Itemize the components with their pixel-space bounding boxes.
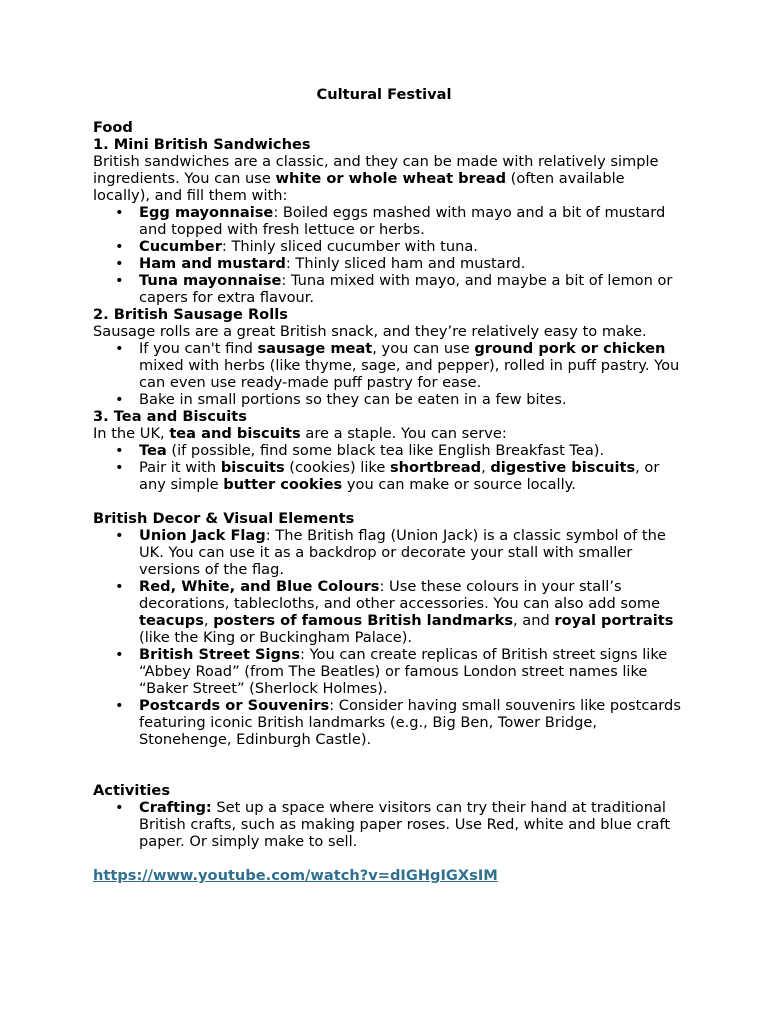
sandwich-list bbox=[93, 204, 683, 306]
list-item bbox=[93, 578, 683, 646]
bullet-icon: • bbox=[115, 238, 124, 255]
list-item bbox=[93, 204, 683, 238]
decor-list bbox=[93, 527, 683, 748]
intro-text: are a staple. You can serve: bbox=[300, 425, 507, 442]
list-item bbox=[93, 527, 683, 578]
item-bold: Egg mayonnaise bbox=[139, 204, 274, 221]
tea-list bbox=[93, 442, 683, 493]
item-bold: teacups bbox=[139, 612, 204, 629]
item-text: (like the King or Buckingham Palace). bbox=[139, 629, 413, 646]
bullet-icon: • bbox=[115, 204, 124, 221]
bullet-icon: • bbox=[115, 646, 124, 663]
page-title: Cultural Festival bbox=[316, 86, 452, 103]
bullet-icon: • bbox=[115, 340, 124, 357]
list-item bbox=[93, 238, 683, 255]
item-bold: Ham and mustard bbox=[139, 255, 286, 272]
item-bold: Tea bbox=[139, 442, 167, 459]
list-item bbox=[93, 272, 683, 306]
item-text: If you can't find bbox=[139, 340, 258, 357]
sandwiches-intro bbox=[93, 153, 683, 204]
item-bold: sausage meat bbox=[257, 340, 373, 357]
item-text: : Use these colours in your stall’s decorations, tablecloths, and other accessories. You can also add some bbox=[139, 578, 661, 612]
bullet-icon: • bbox=[115, 459, 124, 476]
list-item bbox=[93, 799, 683, 850]
spacer bbox=[93, 748, 683, 782]
decor-heading: British Decor & Visual Elements bbox=[93, 510, 355, 527]
bullet-icon: • bbox=[115, 255, 124, 272]
item-bold: Postcards or Souvenirs bbox=[139, 697, 330, 714]
tea-intro bbox=[93, 425, 683, 442]
item-text: Pair it with bbox=[139, 459, 221, 476]
youtube-link[interactable]: https://www.youtube.com/watch?v=dIGHgIGXsIM bbox=[93, 867, 498, 884]
item-bold: ground pork or chicken bbox=[474, 340, 666, 357]
item-text: , or any simple bbox=[139, 459, 660, 493]
list-item bbox=[93, 459, 683, 493]
food-heading: Food bbox=[93, 119, 133, 136]
item-bold: Crafting: bbox=[139, 799, 212, 816]
intro-bold: tea and biscuits bbox=[169, 425, 301, 442]
spacer bbox=[93, 493, 683, 510]
intro-text: In the UK, bbox=[93, 425, 170, 442]
item-bold: biscuits bbox=[220, 459, 285, 476]
item-bold: digestive biscuits bbox=[490, 459, 636, 476]
document-page bbox=[93, 86, 683, 884]
item-text: , you can use bbox=[372, 340, 475, 357]
list-item bbox=[93, 255, 683, 272]
list-item bbox=[93, 646, 683, 697]
sausage-list bbox=[93, 340, 683, 408]
bullet-icon: • bbox=[115, 527, 124, 544]
bullet-icon: • bbox=[115, 799, 124, 816]
item-bold: Cucumber bbox=[139, 238, 222, 255]
bullet-icon: • bbox=[115, 391, 124, 408]
list-item bbox=[93, 340, 683, 391]
bullet-icon: • bbox=[115, 578, 124, 595]
item-text: you can make or source locally. bbox=[342, 476, 576, 493]
activities-list bbox=[93, 799, 683, 850]
item-bold: Tuna mayonnaise bbox=[139, 272, 282, 289]
intro-text: British sandwiches are a classic, and they can be made with relatively simple ingredients. You can use bbox=[93, 153, 659, 187]
sausage-heading: 2. British Sausage Rolls bbox=[93, 306, 288, 323]
bullet-icon: • bbox=[115, 697, 124, 714]
item-text: Bake in small portions so they can be eaten in a few bites. bbox=[139, 391, 567, 408]
list-item bbox=[93, 391, 683, 408]
list-item bbox=[93, 697, 683, 748]
bullet-icon: • bbox=[115, 272, 124, 289]
item-bold: Union Jack Flag bbox=[139, 527, 266, 544]
item-bold: posters of famous British landmarks bbox=[213, 612, 514, 629]
item-text: : Tuna mixed with mayo, and maybe a bit of lemon or capers for extra flavour. bbox=[139, 272, 673, 306]
item-text: , bbox=[203, 612, 214, 629]
intro-text: (often available locally), and fill them with: bbox=[93, 170, 625, 204]
item-text: , and bbox=[513, 612, 555, 629]
spacer bbox=[93, 850, 683, 867]
tea-heading: 3. Tea and Biscuits bbox=[93, 408, 247, 425]
youtube-link-line bbox=[93, 867, 683, 884]
item-text: : Thinly sliced cucumber with tuna. bbox=[221, 238, 478, 255]
item-text: mixed with herbs (like thyme, sage, and pepper), rolled in puff pastry. You can even use ready-made puff pastry for ease. bbox=[139, 357, 680, 391]
item-bold: British Street Signs bbox=[139, 646, 301, 663]
intro-bold: white or whole wheat bread bbox=[275, 170, 507, 187]
item-bold: Red, White, and Blue Colours bbox=[139, 578, 380, 595]
item-text: : You can create replicas of British street signs like “Abbey Road” (from The Beatles) or famous London street names like “Baker Street” (Sherlock Holmes). bbox=[139, 646, 668, 697]
sausage-intro: Sausage rolls are a great British snack, and they’re relatively easy to make. bbox=[93, 323, 647, 340]
item-bold: shortbread bbox=[389, 459, 482, 476]
list-item bbox=[93, 442, 683, 459]
item-text: Set up a space where visitors can try their hand at traditional British crafts, such as making paper roses. Use Red, white and blue craft paper. Or simply make to sell. bbox=[139, 799, 671, 850]
item-text: (if possible, find some black tea like English Breakfast Tea). bbox=[166, 442, 605, 459]
activities-heading: Activities bbox=[93, 782, 171, 799]
item-text: : The British flag (Union Jack) is a classic symbol of the UK. You can use it as a backdrop or decorate your stall with smaller versions of the flag. bbox=[139, 527, 666, 578]
item-text: (cookies) like bbox=[284, 459, 390, 476]
bullet-icon: • bbox=[115, 442, 124, 459]
item-text: : Boiled eggs mashed with mayo and a bit of mustard and topped with fresh lettuce or herbs. bbox=[139, 204, 666, 238]
sandwiches-heading: 1. Mini British Sandwiches bbox=[93, 136, 311, 153]
item-text: : Consider having small souvenirs like postcards featuring iconic British landmarks (e.g., Big Ben, Tower Bridge, Stonehenge, Edinburgh Castle). bbox=[139, 697, 681, 748]
item-text: , bbox=[481, 459, 491, 476]
item-text: : Thinly sliced ham and mustard. bbox=[285, 255, 526, 272]
item-bold: butter cookies bbox=[223, 476, 343, 493]
item-bold: royal portraits bbox=[554, 612, 674, 629]
